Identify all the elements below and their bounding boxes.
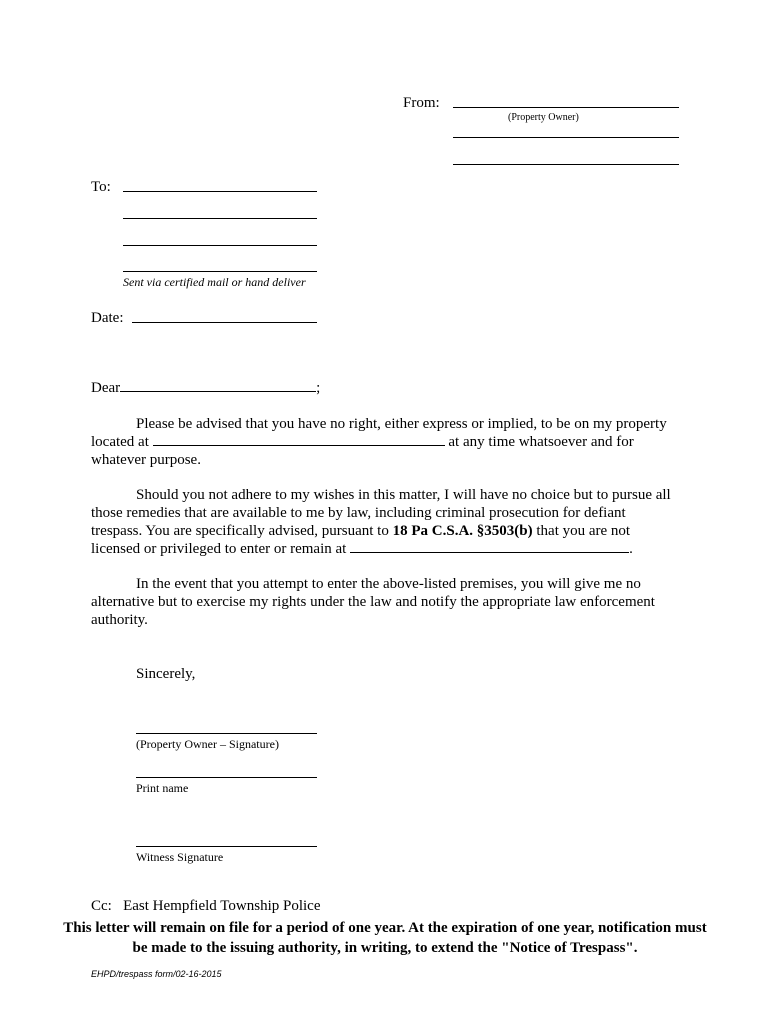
para2-line3 [91, 522, 630, 540]
from-address-line-1[interactable] [453, 137, 679, 138]
para1-line1: Please be advised that you have no right, either express or implied, to be on my property [136, 416, 667, 432]
witness-caption: Witness Signature [136, 850, 224, 864]
para3-line2: alternative but to exercise my rights under the law and notify the appropriate law enforcement [91, 594, 655, 610]
property-owner-caption: (Property Owner) [508, 112, 579, 123]
para3-line3: authority. [91, 612, 148, 628]
date-line[interactable] [132, 322, 317, 323]
premises-location-line[interactable] [350, 540, 629, 553]
para1-line2 [91, 433, 634, 451]
para2-line4 [91, 540, 633, 558]
to-label: To: [91, 179, 111, 195]
delivery-note: Sent via certified mail or hand deliver [123, 275, 306, 289]
witness-signature-line[interactable] [136, 846, 317, 847]
para3-line1: In the event that you attempt to enter the above-listed premises, you will give me no [136, 576, 641, 592]
para2-line1: Should you not adhere to my wishes in this matter, I will have no choice but to pursue all [136, 487, 671, 503]
to-address-line-2[interactable] [123, 245, 317, 246]
salutation-suffix: ; [316, 380, 321, 396]
statute-citation: 18 Pa C.S.A. §3503(b) [392, 523, 533, 539]
closing: Sincerely, [136, 666, 196, 682]
property-location-line[interactable] [153, 433, 445, 446]
para2-line3-suffix: that you are not [532, 523, 631, 539]
from-name-line[interactable] [453, 107, 679, 108]
retention-notice [35, 918, 735, 958]
salutation [91, 379, 320, 397]
from-address-line-2[interactable] [453, 164, 679, 165]
print-name-line[interactable] [136, 777, 317, 778]
para2-line3-prefix: trespass. You are specifically advised, pursuant to [91, 523, 393, 539]
salutation-prefix: Dear [91, 380, 121, 396]
notice-line1: This letter will remain on file for a period of one year. At the expiration of one year, notification must [63, 920, 707, 936]
date-label: Date: [91, 310, 124, 326]
para1-line2-suffix: at any time whatsoever and for [448, 434, 634, 450]
from-label: From: [403, 95, 440, 111]
para1-line2-prefix: located at [91, 434, 149, 450]
para1-line3: whatever purpose. [91, 452, 201, 468]
recipient-name-line[interactable] [120, 379, 316, 392]
para2-line4-suffix: . [629, 541, 633, 557]
to-address-line-3[interactable] [123, 271, 317, 272]
notice-line2: be made to the issuing authority, in writing, to extend the "Notice of Trespass". [132, 940, 638, 956]
form-id: EHPD/trespass form/02-16-2015 [91, 969, 222, 979]
signature-caption: (Property Owner – Signature) [136, 737, 279, 751]
to-address-line-1[interactable] [123, 218, 317, 219]
to-name-line[interactable] [123, 191, 317, 192]
cc-line: Cc: East Hempfield Township Police [91, 898, 321, 914]
para2-line2: those remedies that are available to me by law, including criminal prosecution for defiant [91, 505, 626, 521]
owner-signature-line[interactable] [136, 733, 317, 734]
para2-line4-prefix: licensed or privileged to enter or remain at [91, 541, 347, 557]
print-name-caption: Print name [136, 781, 189, 795]
